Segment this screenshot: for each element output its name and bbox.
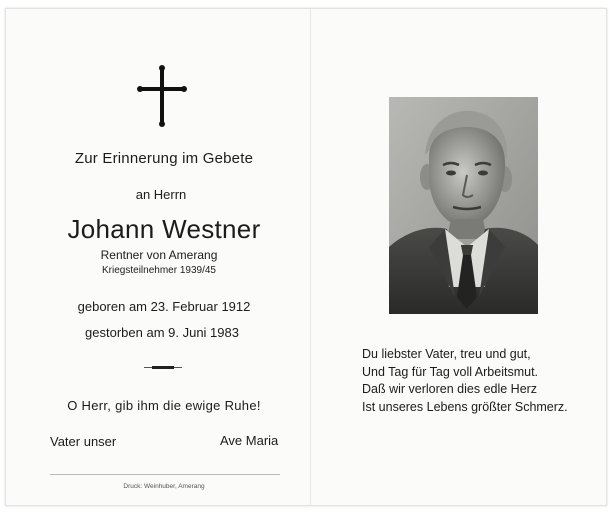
prayer-line: O Herr, gib ihm die ewige Ruhe! [67, 398, 261, 413]
memorial-card [5, 8, 607, 506]
footer-rule [50, 474, 280, 475]
printer-credit: Druck: Weinhuber, Amerang [123, 483, 205, 490]
fold-line [310, 9, 311, 505]
birth-date: geboren am 23. Februar 1912 [77, 299, 251, 314]
prayer-vater-unser: Vater unser [50, 434, 117, 449]
verse-line: Daß wir verloren dies edle Herz [362, 382, 538, 397]
memorial-heading: Zur Erinnerung im Gebete [74, 150, 254, 167]
memorial-verse [362, 346, 568, 416]
deceased-name: Johann Westner [67, 214, 261, 244]
verse-line: Du liebster Vater, treu und gut, [362, 347, 531, 361]
salutation: an Herrn [135, 187, 187, 202]
ornament-divider [144, 366, 182, 369]
prayer-ave-maria: Ave Maria [220, 433, 279, 448]
deceased-role: Rentner von Amerang [100, 248, 218, 262]
military-service: Kriegsteilnehmer 1939/45 [102, 265, 216, 276]
verse-line: Ist unseres Lebens größter Schmerz. [362, 399, 568, 414]
death-date: gestorben am 9. Juni 1983 [85, 325, 239, 340]
portrait-photo [389, 97, 538, 314]
cross-icon [137, 64, 187, 128]
verse-line: Und Tag für Tag voll Arbeitsmut. [362, 364, 539, 379]
